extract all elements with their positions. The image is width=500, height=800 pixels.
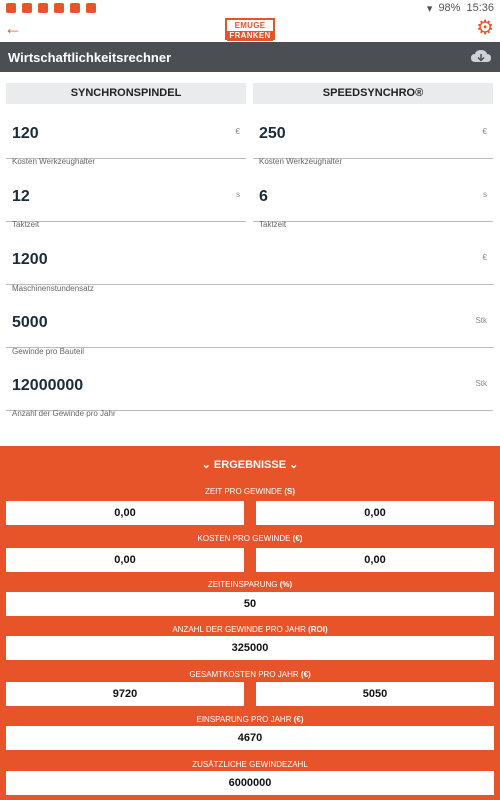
field-value: 12 bbox=[12, 188, 30, 205]
field-unit: s bbox=[236, 190, 240, 199]
field-label: Kosten Werkzeughalter bbox=[259, 157, 343, 166]
field-value: 12000000 bbox=[12, 377, 84, 394]
field-value: 120 bbox=[12, 125, 39, 142]
label-text: KOSTEN PRO GEWINDE bbox=[197, 534, 291, 543]
notification-icon bbox=[6, 3, 16, 13]
field-value: 1200 bbox=[12, 251, 48, 268]
results-panel bbox=[0, 446, 500, 800]
arrow-left-icon[interactable]: ← bbox=[4, 18, 22, 38]
label-text: GESAMTKOSTEN PRO JAHR bbox=[189, 670, 299, 679]
result-zeit-left: 0,00 bbox=[6, 501, 244, 525]
result-zeit-right: 0,00 bbox=[256, 501, 494, 525]
result-label-zusaetzlich bbox=[0, 760, 500, 769]
results-toggle[interactable] bbox=[0, 458, 500, 471]
label-unit: (€) bbox=[300, 670, 311, 679]
wifi-icon: ▾ bbox=[426, 2, 433, 15]
label-text: EINSPARUNG PRO JAHR bbox=[196, 715, 292, 724]
result-label-zeiteinsparung bbox=[0, 580, 500, 589]
result-gesamtkosten-left: 9720 bbox=[6, 682, 244, 706]
result-zusaetzlich: 6000000 bbox=[6, 771, 494, 795]
result-anzahl: 325000 bbox=[6, 636, 494, 660]
results-title: ERGEBNISSE bbox=[213, 459, 287, 471]
clock: 15:36 bbox=[466, 2, 494, 14]
field-value: 250 bbox=[259, 125, 286, 142]
field-value: 5000 bbox=[12, 314, 48, 331]
field-unit: € bbox=[235, 127, 240, 136]
result-label-gesamtkosten bbox=[0, 670, 500, 679]
field-unit: € bbox=[482, 127, 487, 136]
notification-icons bbox=[6, 3, 96, 13]
chevron-down-icon: ⌄ bbox=[201, 459, 211, 471]
field-unit: s bbox=[483, 190, 487, 199]
kosten-werkzeughalter-right-input[interactable] bbox=[253, 115, 493, 159]
column-header-synchronspindel: SYNCHRONSPINDEL bbox=[6, 83, 246, 104]
taktzeit-right-input[interactable] bbox=[253, 178, 493, 222]
column-header-speedsynchro: SPEEDSYNCHRO® bbox=[253, 83, 493, 104]
label-unit: (€) bbox=[293, 715, 304, 724]
label-unit: (€) bbox=[292, 534, 303, 543]
result-label-kosten bbox=[0, 534, 500, 543]
page-title: Wirtschaftlichkeitsrechner bbox=[8, 50, 172, 65]
chevron-down-icon: ⌄ bbox=[289, 459, 299, 471]
notification-icon bbox=[22, 3, 32, 13]
maschinenstundensatz-input[interactable] bbox=[6, 241, 493, 285]
notification-icon bbox=[54, 3, 64, 13]
brand-logo bbox=[225, 18, 275, 40]
label-text: ZUSÄTZLICHE GEWINDEZAHL bbox=[192, 760, 308, 769]
logo-line1: EMUGE bbox=[234, 21, 266, 30]
label-text: ZEIT PRO GEWINDE bbox=[204, 487, 283, 496]
label-text: ANZAHL DER GEWINDE PRO JAHR bbox=[172, 625, 306, 634]
app-bar bbox=[0, 16, 500, 42]
label-text: ZEITEINSPARUNG bbox=[207, 580, 278, 589]
field-label: Maschinenstundensatz bbox=[12, 284, 94, 293]
result-einsparung: 4670 bbox=[6, 726, 494, 750]
notification-icon bbox=[70, 3, 80, 13]
gewinde-pro-bauteil-input[interactable] bbox=[6, 304, 493, 348]
result-label-zeit bbox=[0, 487, 500, 496]
result-label-anzahl bbox=[0, 625, 500, 634]
cloud-download-icon[interactable] bbox=[470, 48, 492, 66]
gewinde-pro-jahr-input[interactable] bbox=[6, 367, 493, 411]
label-unit: (S) bbox=[284, 487, 296, 496]
field-unit: Stk bbox=[475, 379, 487, 388]
field-label: Kosten Werkzeughalter bbox=[12, 157, 96, 166]
field-unit: € bbox=[482, 253, 487, 262]
kosten-werkzeughalter-left-input[interactable] bbox=[6, 115, 246, 159]
field-unit: Stk bbox=[475, 316, 487, 325]
title-bar bbox=[0, 42, 500, 72]
result-zeiteinsparung: 50 bbox=[6, 592, 494, 616]
result-kosten-right: 0,00 bbox=[256, 548, 494, 572]
field-label: Anzahl der Gewinde pro Jahr bbox=[12, 409, 116, 418]
field-label: Taktzeit bbox=[12, 220, 40, 229]
notification-icon bbox=[38, 3, 48, 13]
logo-line2: FRANKEN bbox=[227, 31, 273, 41]
label-unit: (ROI) bbox=[308, 625, 328, 634]
battery-level: 98% bbox=[438, 2, 461, 14]
field-label: Gewinde pro Bauteil bbox=[12, 347, 85, 356]
result-gesamtkosten-right: 5050 bbox=[256, 682, 494, 706]
status-bar bbox=[0, 0, 500, 16]
gear-icon[interactable]: ⚙ bbox=[476, 17, 494, 39]
label-unit: (%) bbox=[279, 580, 293, 589]
result-label-einsparung bbox=[0, 715, 500, 724]
taktzeit-left-input[interactable] bbox=[6, 178, 246, 222]
field-label: Taktzeit bbox=[259, 220, 287, 229]
field-value: 6 bbox=[259, 188, 268, 205]
notification-icon bbox=[86, 3, 96, 13]
result-kosten-left: 0,00 bbox=[6, 548, 244, 572]
